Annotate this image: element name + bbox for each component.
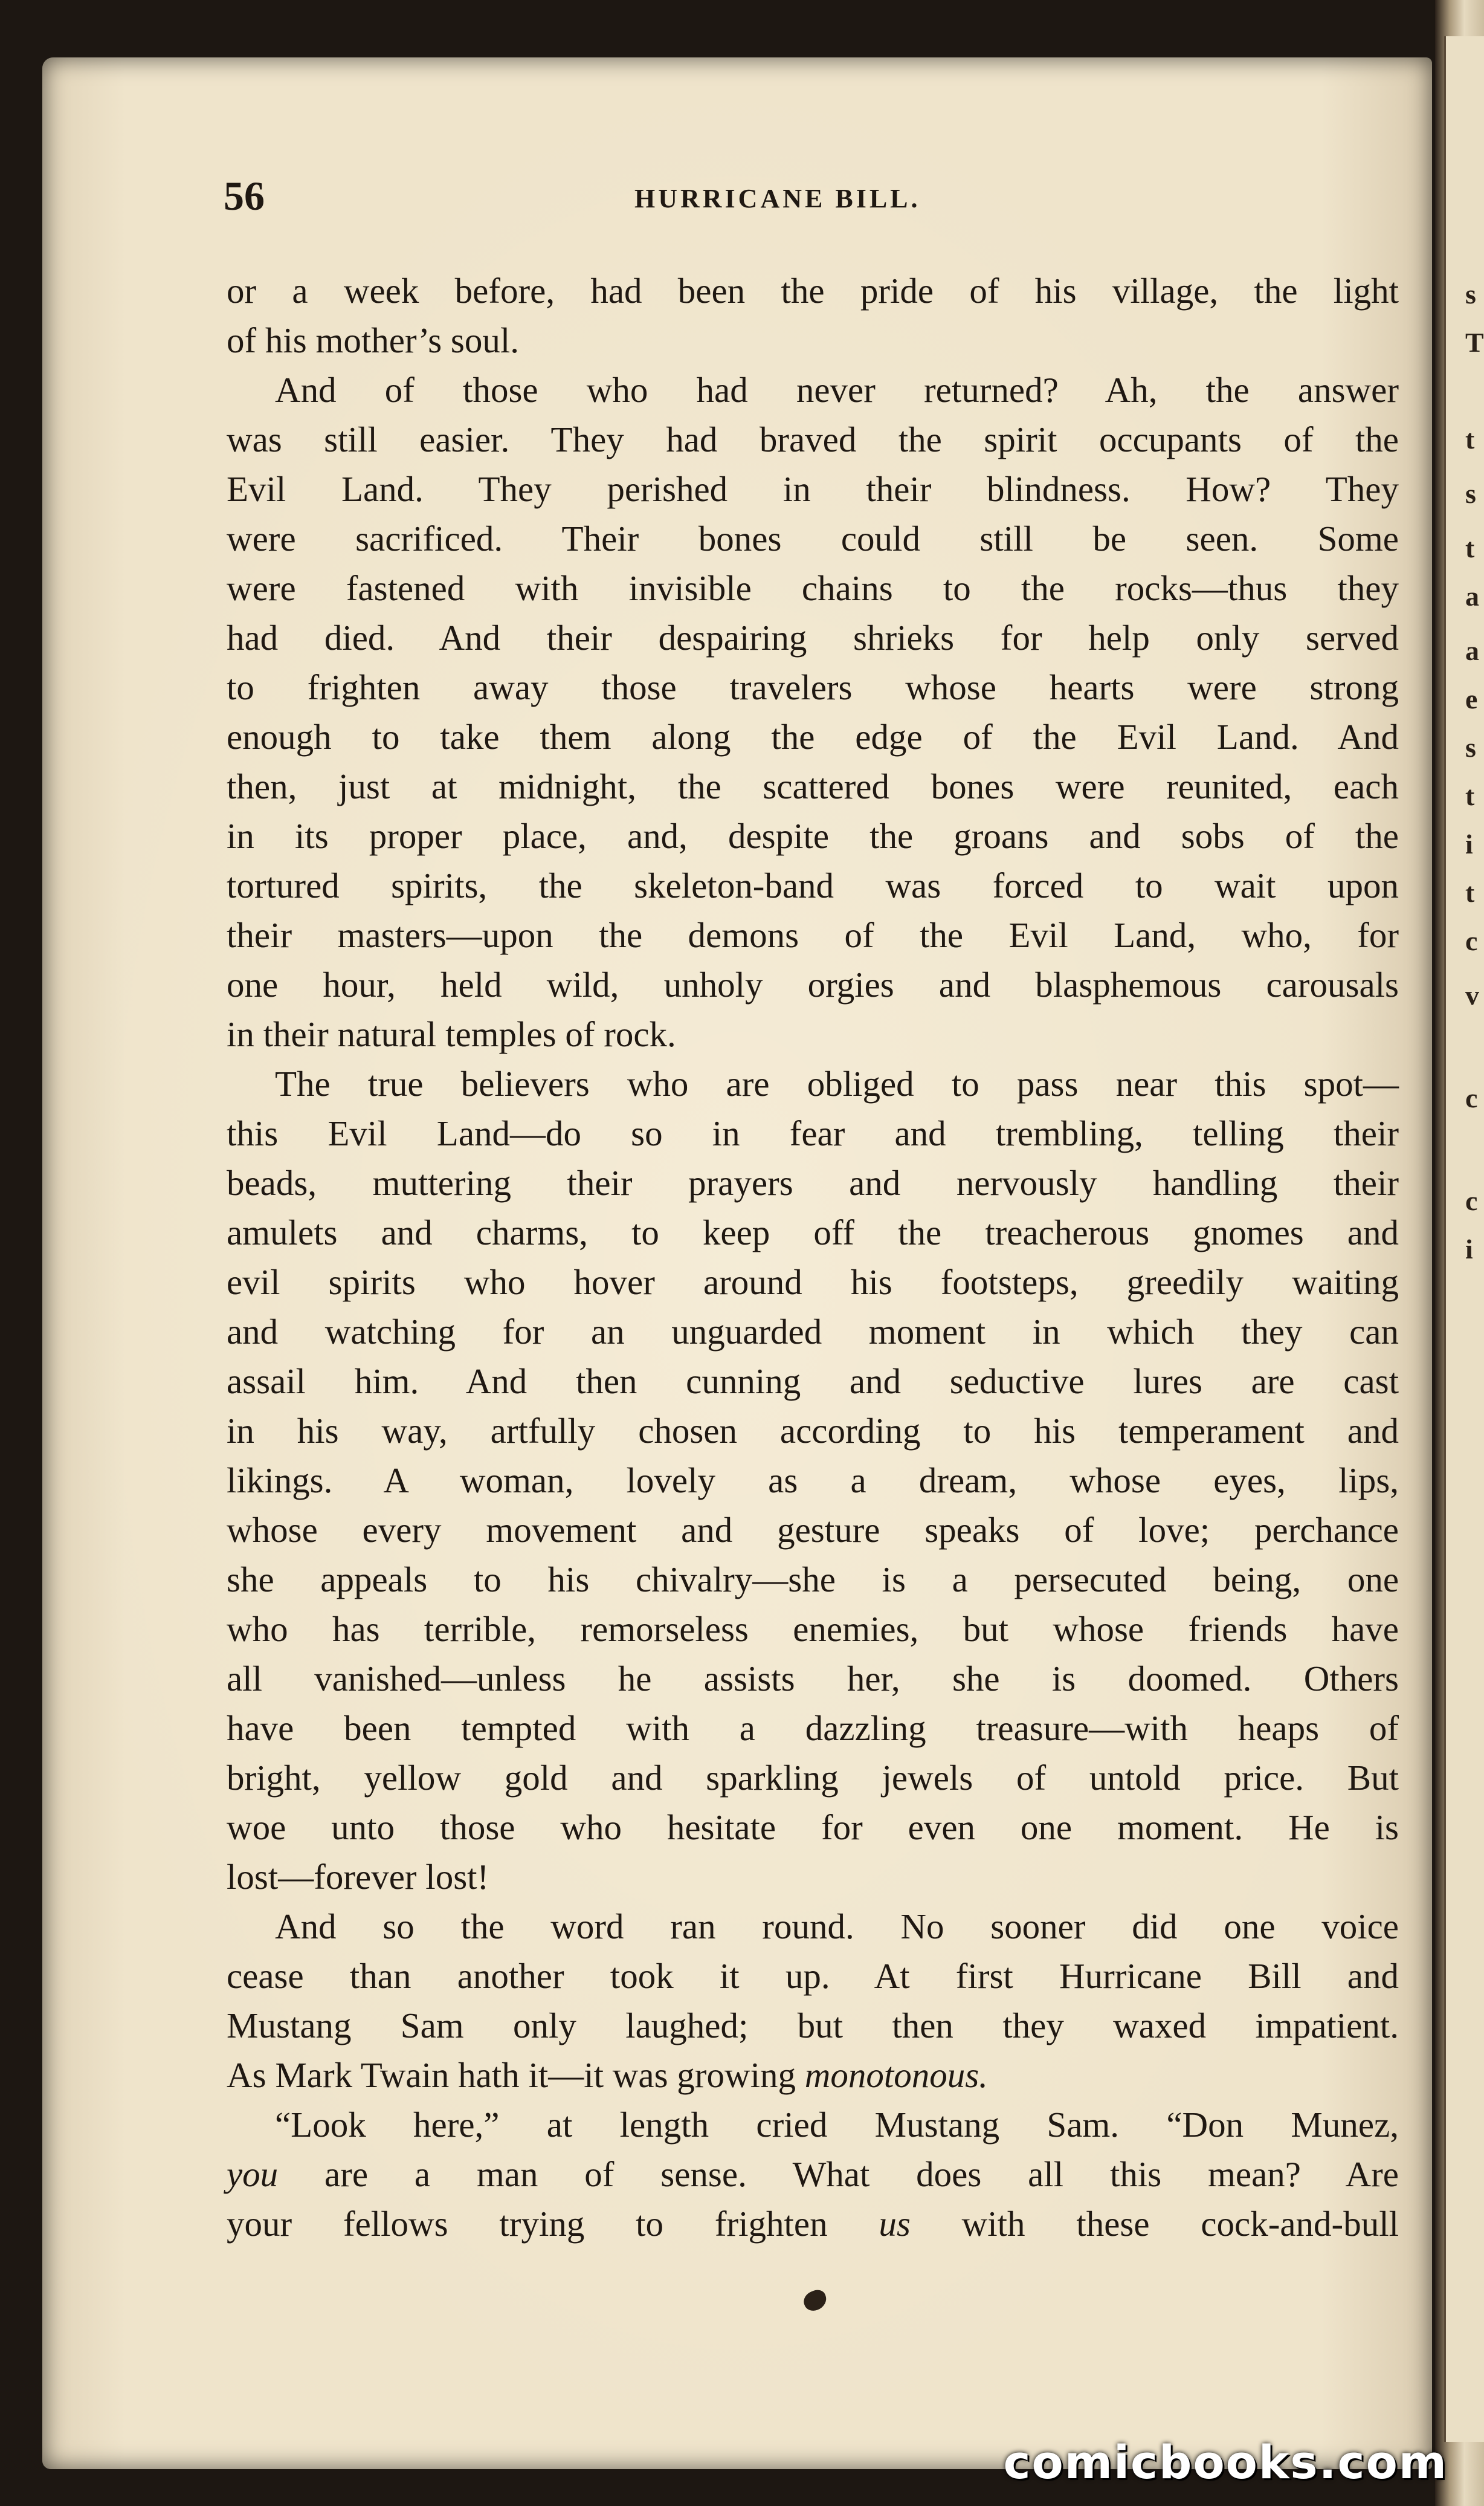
- text-line: assail him. And then cunning and seductive lures are cast: [227, 1361, 1399, 1401]
- text-line: one hour, held wild, unholy orgies and blasphemous carousals: [227, 965, 1399, 1005]
- text-line: Mustang Sam only laughed; but then they waxed impatient.: [227, 2006, 1399, 2045]
- facing-page-char: t: [1465, 424, 1475, 455]
- text-line: woe unto those who hesitate for even one moment. He is: [227, 1807, 1399, 1847]
- text-line: she appeals to his chivalry—she is a persecuted being, one: [227, 1559, 1399, 1599]
- facing-page-char: c: [1465, 1083, 1478, 1113]
- text-line: all vanished—unless he assists her, she is doomed. Others: [227, 1659, 1399, 1698]
- facing-page-char: s: [1465, 732, 1476, 763]
- text-line: And of those who had never returned? Ah, the answer: [275, 370, 1399, 410]
- text-line: who has terrible, remorseless enemies, but whose friends have: [227, 1609, 1399, 1649]
- facing-page-char: t: [1465, 877, 1475, 908]
- text-line: likings. A woman, lovely as a dream, whose eyes, lips,: [227, 1460, 1399, 1500]
- facing-page-char: c: [1465, 925, 1478, 956]
- text-line: this Evil Land—do so in fear and trembling, telling their: [227, 1113, 1399, 1153]
- text-line: As Mark Twain hath it—it was growing monotonous.: [227, 2055, 988, 2095]
- text-line: “Look here,” at length cried Mustang Sam. “Don Munez,: [275, 2105, 1399, 2145]
- text-line: their masters—upon the demons of the Evil Land, who, for: [227, 915, 1399, 955]
- text-line: your fellows trying to frighten us with these cock-and-bull: [227, 2204, 1399, 2244]
- text-line: and watching for an unguarded moment in which they can: [227, 1312, 1399, 1352]
- facing-page-char: s: [1465, 478, 1476, 509]
- facing-page-char: a: [1465, 581, 1479, 612]
- facing-page-char: c: [1465, 1185, 1478, 1216]
- text-line: have been tempted with a dazzling treasure—with heaps of: [227, 1708, 1399, 1748]
- text-line: to frighten away those travelers whose hearts were strong: [227, 667, 1399, 707]
- body-text: [227, 266, 1399, 2249]
- text-line: amulets and charms, to keep off the treacherous gnomes and: [227, 1213, 1399, 1252]
- text-line: Evil Land. They perished in their blindness. How? They: [227, 469, 1399, 509]
- running-title: HURRICANE BILL.: [634, 184, 921, 213]
- text-line: bright, yellow gold and sparkling jewels of untold price. But: [227, 1758, 1399, 1798]
- text-line: had died. And their despairing shrieks for help only served: [227, 618, 1399, 658]
- text-line: enough to take them along the edge of the Evil Land. And: [227, 717, 1399, 757]
- text-line: were sacrificed. Their bones could still be seen. Some: [227, 519, 1399, 559]
- text-line: in its proper place, and, despite the groans and sobs of the: [227, 816, 1399, 856]
- facing-page-char: T: [1465, 327, 1484, 358]
- text-line: in his way, artfully chosen according to his temperament and: [227, 1411, 1399, 1451]
- facing-page-char: t: [1465, 780, 1475, 811]
- text-line: cease than another took it up. At first Hurricane Bill and: [227, 1956, 1399, 1996]
- watermark: comicbooks.com: [1003, 2435, 1448, 2489]
- facing-page-char: a: [1465, 635, 1479, 666]
- facing-page-char: t: [1465, 533, 1475, 563]
- facing-page-char: i: [1465, 829, 1473, 860]
- facing-page-edge: [1444, 36, 1484, 2442]
- text-line: of his mother’s soul.: [227, 320, 520, 360]
- text-line: evil spirits who hover around his footsteps, greedily waiting: [227, 1262, 1399, 1302]
- text-line: whose every movement and gesture speaks of love; perchance: [227, 1510, 1399, 1550]
- italic-word: us: [879, 2204, 911, 2244]
- facing-page-char: s: [1465, 279, 1476, 309]
- text-line: The true believers who are obliged to pass near this spot—: [275, 1064, 1399, 1104]
- facing-page-char: e: [1465, 684, 1478, 714]
- text-line: beads, muttering their prayers and nervously handling their: [227, 1163, 1399, 1203]
- page-header: [224, 172, 1408, 221]
- text-line: in their natural temples of rock.: [227, 1014, 676, 1054]
- page-number: 56: [224, 173, 265, 219]
- text-line: tortured spirits, the skeleton-band was forced to wait upon: [227, 866, 1399, 905]
- italic-word: you: [227, 2154, 279, 2194]
- text-line: you are a man of sense. What does all this mean? Are: [227, 2154, 1399, 2194]
- text-line: lost—forever lost!: [227, 1857, 489, 1897]
- text-line: And so the word ran round. No sooner did one voice: [275, 1906, 1399, 1946]
- text-line: were fastened with invisible chains to the rocks—thus they: [227, 568, 1399, 608]
- italic-word: monotonous.: [804, 2055, 988, 2095]
- text-line: or a week before, had been the pride of his village, the light: [227, 271, 1399, 311]
- text-line: was still easier. They had braved the spirit occupants of the: [227, 419, 1399, 459]
- facing-page-char: v: [1465, 980, 1479, 1011]
- facing-page-char: i: [1465, 1234, 1473, 1264]
- text-line: then, just at midnight, the scattered bones were reunited, each: [227, 766, 1399, 806]
